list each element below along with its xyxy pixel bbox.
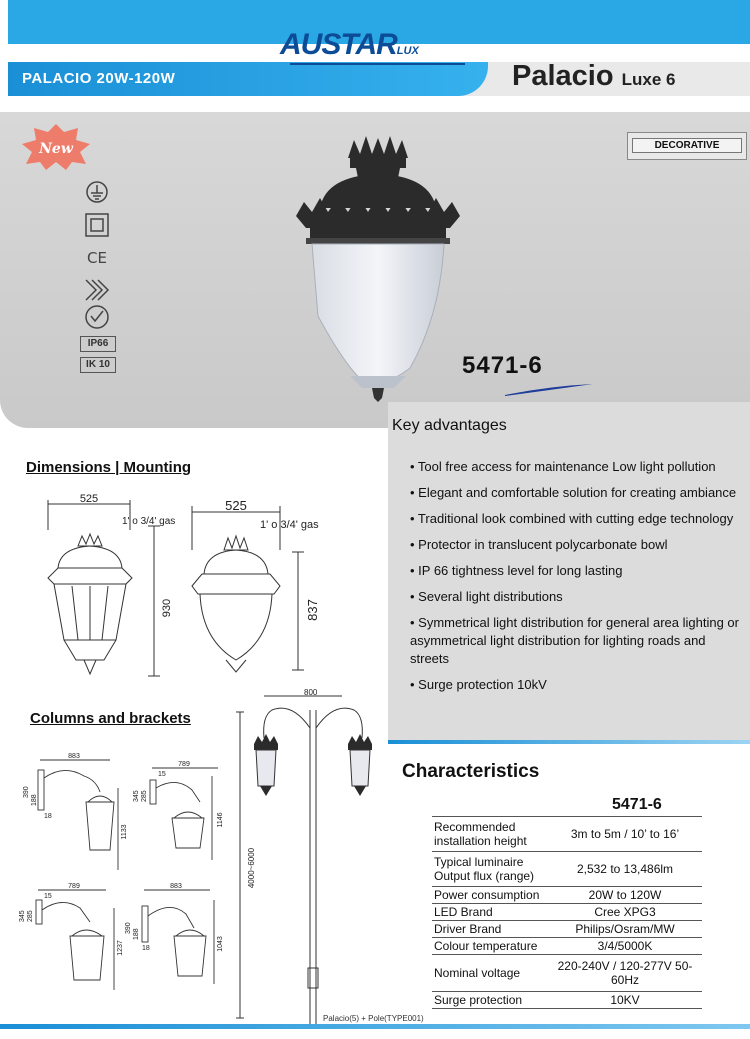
advantage-item: • Elegant and comfortable solution for creating ambiance (410, 485, 737, 500)
bracket2-height: 1146 (217, 812, 224, 828)
logo-sub-text: LUX (396, 45, 419, 57)
dim-left-thread: 1' o 3/4' gas (122, 516, 176, 527)
advantages-divider (388, 740, 750, 744)
spec-value: Philips/Osram/MW (548, 921, 702, 938)
dim-left-height: 930 (161, 598, 173, 618)
bracket2-d3: 285 (141, 790, 148, 802)
logo-main-text: AUSTAR (280, 28, 397, 61)
bracket1-d2: 188 (31, 794, 38, 806)
bracket4-height: 1043 (217, 936, 224, 952)
bracket3-width: 789 (68, 883, 80, 890)
spec-value: 3/4/5000K (548, 938, 702, 955)
spec-label: Nominal voltage (432, 955, 548, 992)
key-advantages-title: Key advantages (392, 417, 507, 434)
logo-underline (290, 63, 465, 65)
bracket2-d2: 345 (133, 790, 140, 802)
pole-width: 800 (304, 688, 318, 697)
spec-value: Cree XPG3 (548, 904, 702, 921)
table-row (432, 817, 702, 852)
model-swoosh-icon (505, 384, 595, 396)
austar-logo (280, 28, 470, 68)
pole-lantern-right (348, 734, 372, 796)
characteristics-table (432, 816, 702, 1009)
double-insulation-icon (86, 214, 108, 236)
dimension-drawings (30, 490, 360, 690)
advantage-item: • IP 66 tightness level for long lasting (410, 563, 623, 578)
category-badge (627, 132, 747, 160)
bracket3-height: 1237 (117, 940, 124, 956)
bracket-drawing-2 (150, 768, 218, 860)
rohs-icon (86, 306, 108, 328)
spec-label: Driver Brand (432, 921, 548, 938)
advantage-item: • Traditional look combined with cutting edge technology (410, 511, 734, 526)
dim-right-thread: 1' o 3/4' gas (260, 519, 319, 531)
bracket1-height: 1133 (121, 824, 128, 840)
bracket4-d2: 188 (133, 928, 140, 940)
columns-brackets-title: Columns and brackets (30, 710, 191, 727)
table-row (432, 904, 702, 921)
bracket4-width: 883 (170, 883, 182, 890)
ip-rating-badge: IP66 (80, 336, 116, 352)
pole-caption: Palacio(5) + Pole(TYPE001) (323, 1014, 424, 1023)
new-badge-icon (20, 122, 92, 172)
spec-value: 220-240V / 120-277V 50-60Hz (548, 955, 702, 992)
characteristics-title: Characteristics (402, 761, 540, 782)
advantage-item: • Several light distributions (410, 589, 563, 604)
spec-value: 2,532 to 13,486lm (548, 852, 702, 887)
bracket-drawing-3 (36, 890, 114, 990)
bracket3-d2: 345 (19, 910, 26, 922)
characteristics-model: 5471-6 (612, 796, 662, 813)
bracket2-d1: 15 (158, 771, 166, 778)
pole-drawing (232, 688, 392, 1024)
bracket-drawing-4 (142, 890, 214, 984)
bracket4-d3: 18 (142, 945, 150, 952)
advantage-item: • Symmetrical light distribution for general area lighting or asymmetrical light distribution for lighting roads and streets (410, 615, 739, 666)
spec-label: Colour temperature (432, 938, 548, 955)
page-title (512, 60, 675, 93)
spec-label: Power consumption (432, 887, 548, 904)
bracket3-d3: 285 (27, 910, 34, 922)
bracket-drawings (14, 740, 239, 1000)
spec-label: LED Brand (432, 904, 548, 921)
bracket2-width: 789 (178, 761, 190, 768)
dim-right-height: 837 (305, 599, 320, 621)
table-row (432, 955, 702, 992)
model-number: 5471-6 (462, 352, 543, 379)
advantage-item: • Protector in translucent polycarbonate bowl (410, 537, 668, 552)
title-suffix: Luxe 6 (621, 70, 676, 89)
dim-right-width: 525 (225, 498, 247, 513)
spec-value: 3m to 5m / 10’ to 16’ (548, 817, 702, 852)
table-row (432, 852, 702, 887)
ce-mark-icon: CE (87, 249, 107, 267)
pole-lantern-left (254, 734, 278, 796)
new-badge-text: New (39, 141, 73, 157)
advantage-item: • Surge protection 10kV (410, 677, 547, 692)
dimensions-title: Dimensions | Mounting (26, 459, 192, 476)
lightning-mark-icon (86, 280, 108, 300)
spec-label: Typical luminaire Output flux (range) (432, 852, 548, 887)
footer-bar (0, 1024, 750, 1029)
certification-icons (82, 180, 112, 330)
advantage-item: • Tool free access for maintenance Low light pollution (410, 459, 716, 474)
category-label: DECORATIVE (632, 138, 742, 153)
spec-value: 20W to 120W (548, 887, 702, 904)
table-row (432, 921, 702, 938)
table-row (432, 887, 702, 904)
ik-rating-badge: IK 10 (80, 357, 116, 373)
lantern-product-image (290, 136, 466, 406)
table-row (432, 938, 702, 955)
spec-value: 10KV (548, 992, 702, 1009)
bracket1-d1: 390 (23, 786, 30, 798)
pole-height: 4000~6000 (247, 847, 256, 889)
spec-label: Surge protection (432, 992, 548, 1009)
table-row (432, 992, 702, 1009)
title-main: Palacio (512, 60, 614, 92)
bracket4-d1: 390 (125, 922, 132, 934)
product-line-label: PALACIO 20W-120W (22, 70, 176, 87)
bracket3-d1: 15 (44, 893, 52, 900)
bracket1-width: 883 (68, 753, 80, 760)
earth-ground-icon (87, 182, 107, 202)
dim-left-width: 525 (79, 493, 99, 505)
bracket1-d3: 18 (44, 813, 52, 820)
spec-label: Recommended installation height (432, 817, 548, 852)
key-advantages-list (410, 458, 746, 702)
